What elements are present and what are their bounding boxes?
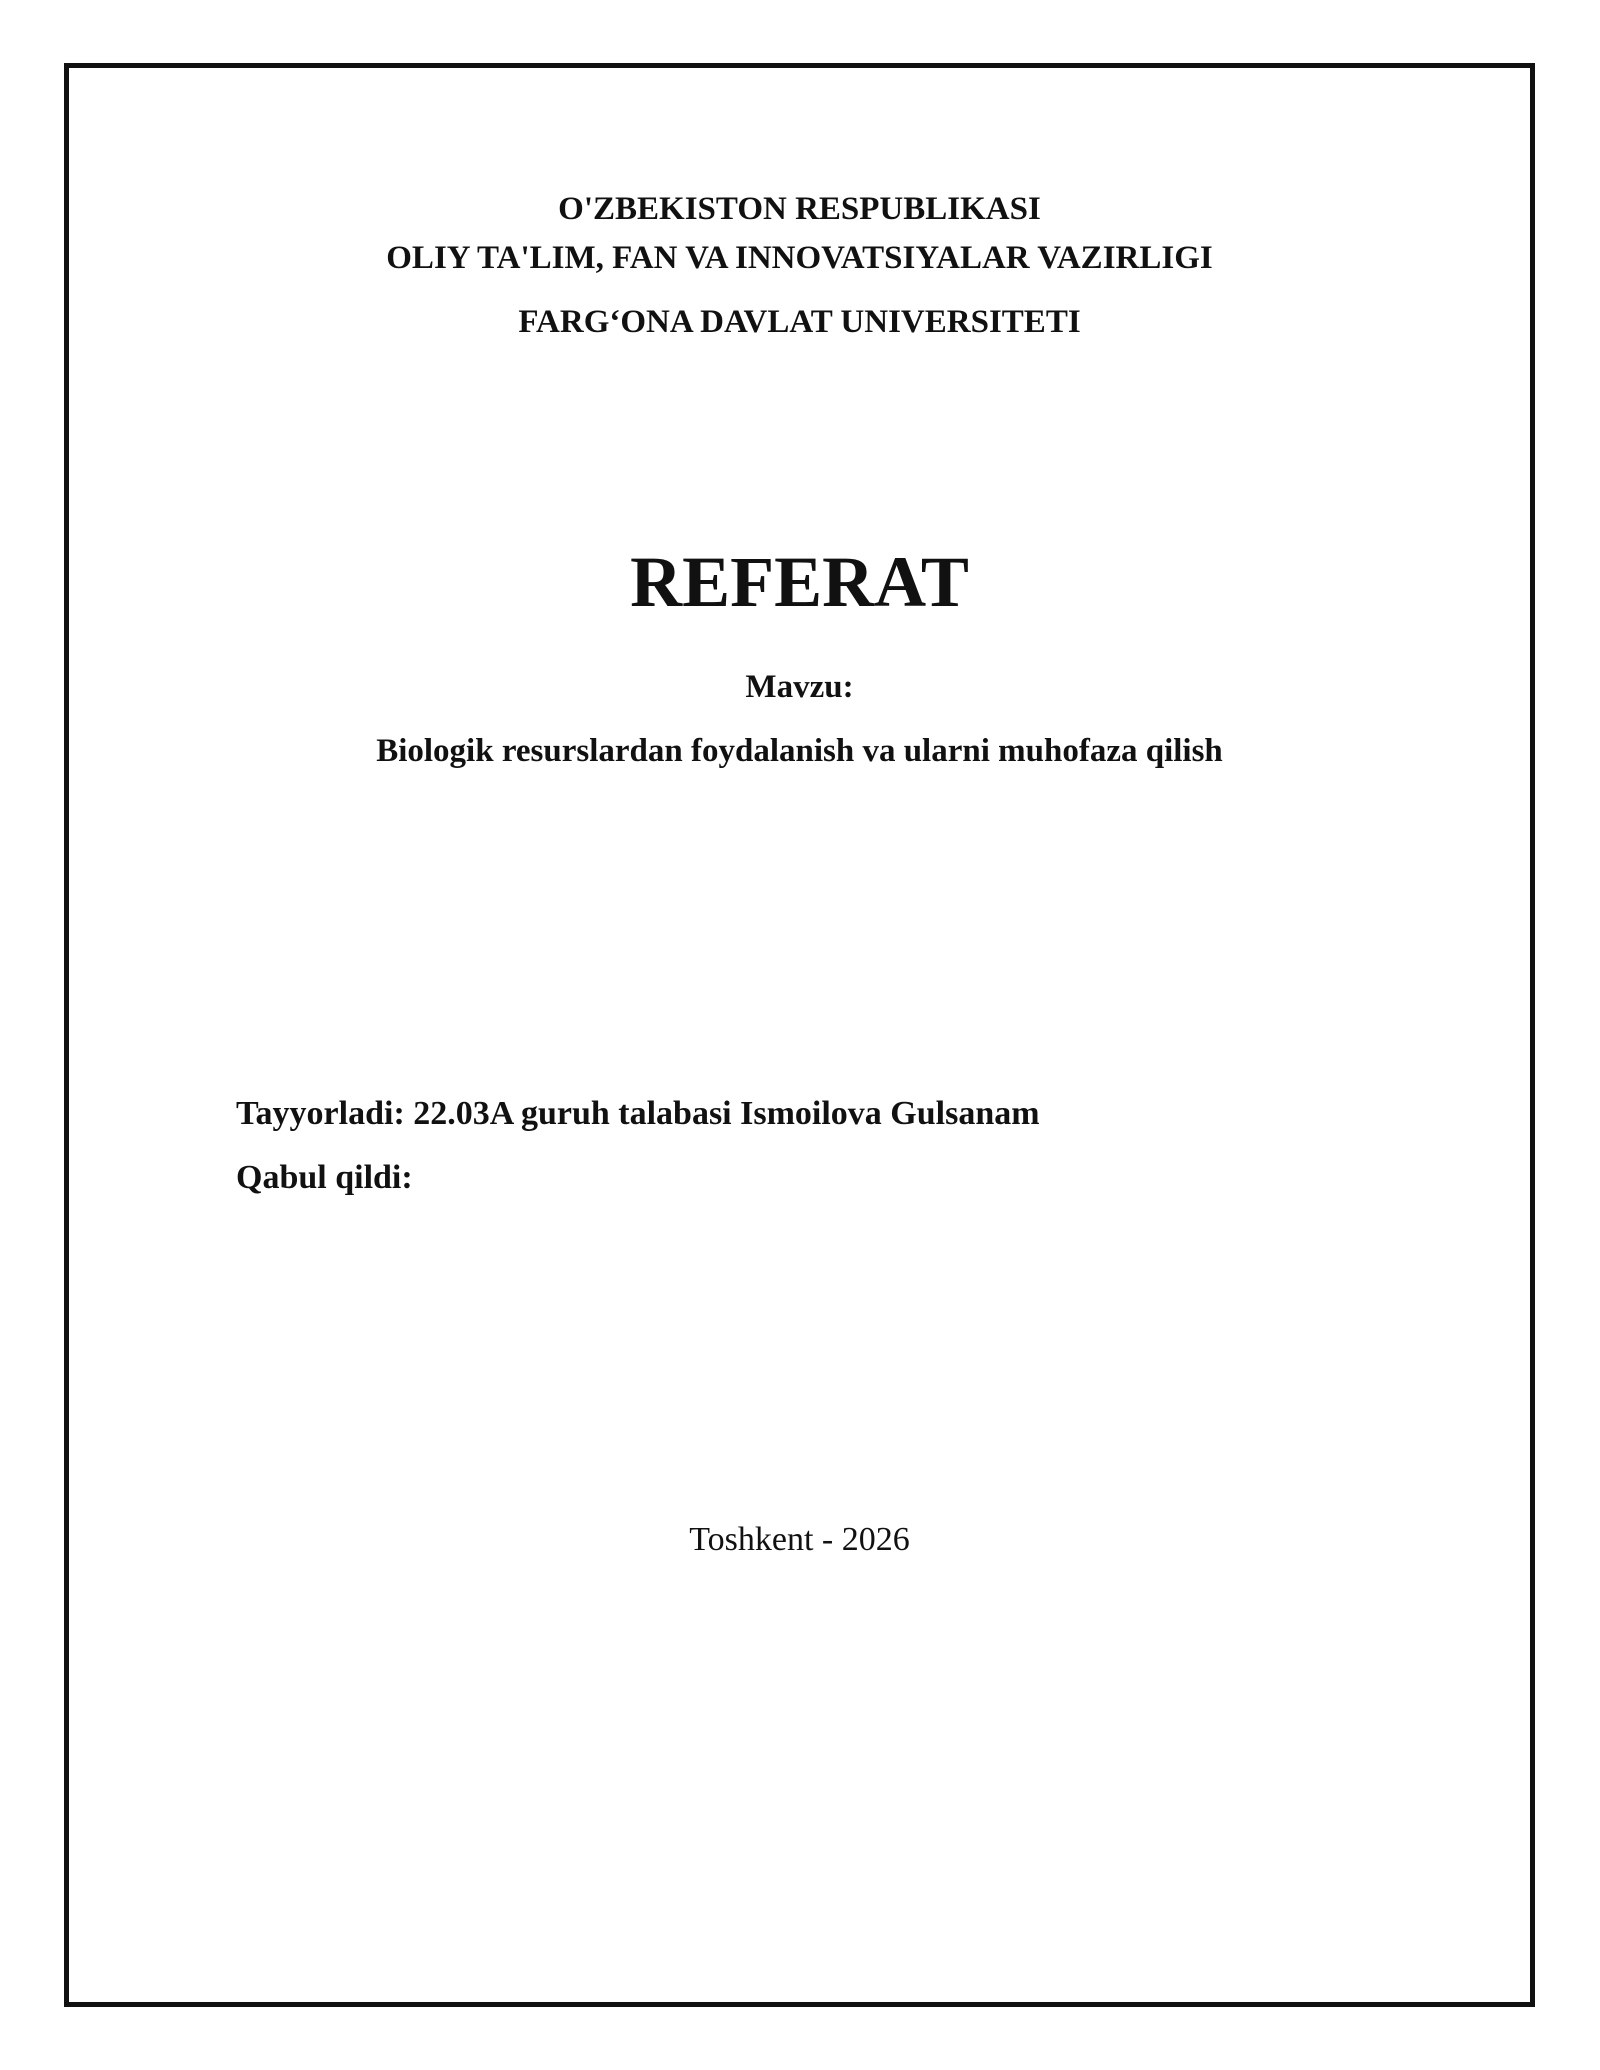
- header-country: O'ZBEKISTON RESPUBLIKASI: [558, 191, 1041, 227]
- header-university: FARG‘ONA DAVLAT UNIVERSITETI: [518, 304, 1081, 340]
- accepted-by: Qabul qildi:: [236, 1159, 413, 1196]
- header-ministry: OLIY TA'LIM, FAN VA INNOVATSIYALAR VAZIRLIGI: [386, 240, 1213, 276]
- topic-label: Mavzu:: [745, 669, 854, 705]
- document-title: REFERAT: [630, 542, 969, 622]
- page-border: [64, 63, 1535, 2007]
- prepared-by: Tayyorladi: 22.03A guruh talabasi Ismoilova Gulsanam: [236, 1095, 1040, 1132]
- topic-text: Biologik resurslardan foydalanish va ularni muhofaza qilish: [376, 733, 1223, 769]
- place-year: Toshkent - 2026: [689, 1521, 910, 1558]
